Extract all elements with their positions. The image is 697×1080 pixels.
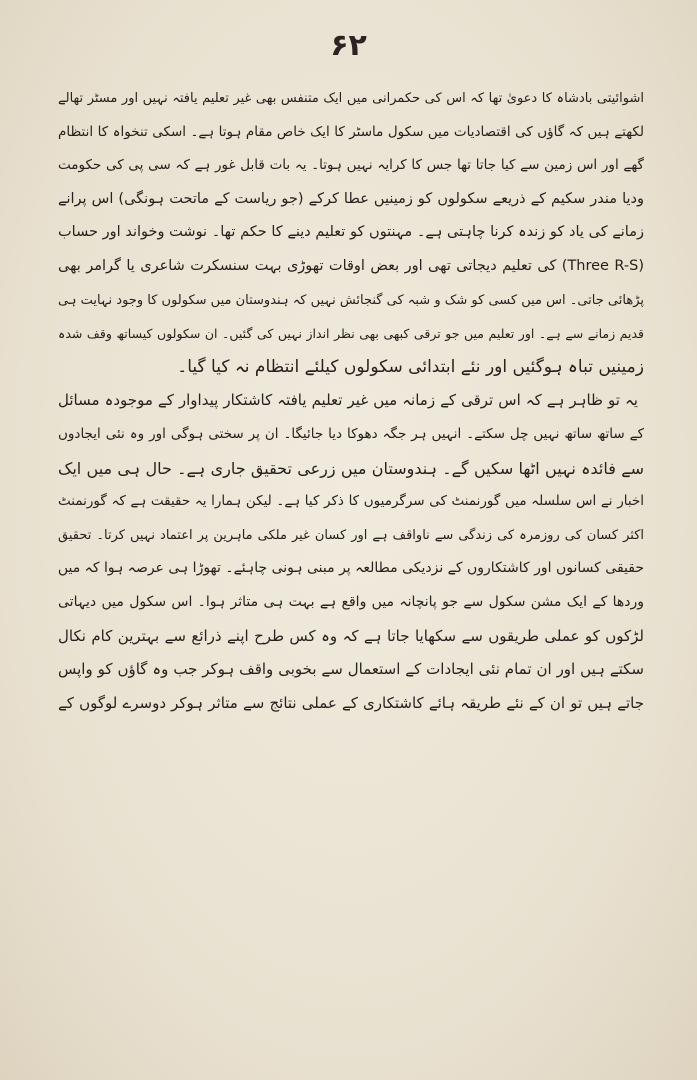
- text-line: کے ساتھ ساتھ نہیں چل سکتے۔ انہیں ہر جگہ دھوکا دیا جائیگا۔ ان پر سختی ہوگی اور وہ نئی ایجادوں: [58, 425, 644, 442]
- text-line: (Three R-S) کی تعلیم دیجاتی تھی اور بعض اوقات تھوڑی بہت سنسکرت شاعری یا گرامر بھی: [58, 257, 644, 274]
- text-line: اشوائیتی بادشاہ کا دعویٰ تھا کہ اس کی حکمرانی میں ایک متنفس بھی غیر تعلیم یافتہ نہیں اور مسٹر تھالے: [58, 91, 644, 106]
- text-line: گھے اور اس زمین سے کیا جاتا تھا جس کا کرایہ نہیں ہوتا۔ یہ بات قابل غور ہے کہ سی پی کی حکومت: [58, 157, 644, 174]
- text-line: اکثر کسان کی روزمرہ کی زندگی سے ناواقف ہے اور کسان غیر ملکی ماہرین پر اعتماد نہیں کرتا۔ تحقیق: [58, 527, 644, 543]
- text-line: سے فائدہ نہیں اٹھا سکیں گے۔ ہندوستان میں زرعی تحقیق جاری ہے۔ حال ہی میں ایک: [58, 458, 644, 478]
- text-line: حقیقی کسانوں اور کاشتکاروں کے نزدیکی مطالعہ پر مبنی ہونی چاہئے۔ تھوڑا ہی عرصہ ہوا کہ میں: [58, 560, 644, 577]
- text-line: جاتے ہیں تو ان کے نئے طریقہ ہائے کاشتکاری کے عملی نتائج سے متاثر ہوکر دوسرے لوگوں کے: [58, 693, 644, 712]
- text-line: پڑھائی جاتی۔ اس میں کسی کو شک و شبہ کی گنجائش نہیں کہ ہندوستان میں سکولوں کا وجود نہایت ہی: [58, 292, 644, 308]
- text-line: زمینیں تباہ ہوگئیں اور نئے ابتدائی سکولوں کیلئے انتظام نہ کیا گیا۔: [177, 356, 644, 377]
- text-line: یہ تو ظاہر ہے کہ اس ترقی کے زمانہ میں غیر تعلیم یافتہ کاشتکار پیداوار کے موجودہ مسائل: [58, 391, 638, 410]
- page-number: ۶۲: [330, 28, 367, 63]
- text-line: ودیا مندر سکیم کے ذریعے سکولوں کو زمینیں عطا کرکے (جو ریاست کے ماتحت ہونگی) اس پرانے: [58, 190, 644, 207]
- text-line: سکتے ہیں اور ان تمام نئی ایجادات کے استعمال سے بخوبی واقف ہوکر جب وہ گاؤں کو واپس: [58, 660, 644, 679]
- text-line: لکھتے ہیں کہ گاؤں کی اقتصادیات میں سکول ماسٹر کا ایک خاص مقام ہوتا ہے۔ اسکی تنخواہ کا انتظام: [58, 123, 644, 140]
- text-line: وردھا کے ایک مشن سکول سے جو پانچانہ میں واقع ہے بہت ہی متاثر ہوا۔ اس سکول میں دیہاتی: [58, 593, 644, 610]
- text-line: زمانے کی یاد کو زندہ کرنا چاہتی ہے۔ مہنتوں کو تعلیم دینے کا حکم تھا۔ نوشت وخواند اور حساب: [58, 224, 644, 241]
- text-line: لڑکوں کو عملی طریقوں سے سکھایا جاتا ہے کہ وہ کس طرح اپنے ذرائع سے بہترین کام نکال: [58, 626, 644, 645]
- body-text: [58, 82, 644, 720]
- text-line: اخبار نے اس سلسلہ میں گورنمنٹ کی سرگرمیوں کا ذکر کیا ہے۔ لیکن ہمارا یہ حقیقت ہے کہ گورنمنٹ: [58, 493, 644, 510]
- text-line: قدیم زمانے سے ہے۔ اور تعلیم میں جو ترقی کبھی بھی نظر انداز نہیں کی گئیں۔ ان سکولوں کیساتھ وقف شدہ: [58, 326, 644, 342]
